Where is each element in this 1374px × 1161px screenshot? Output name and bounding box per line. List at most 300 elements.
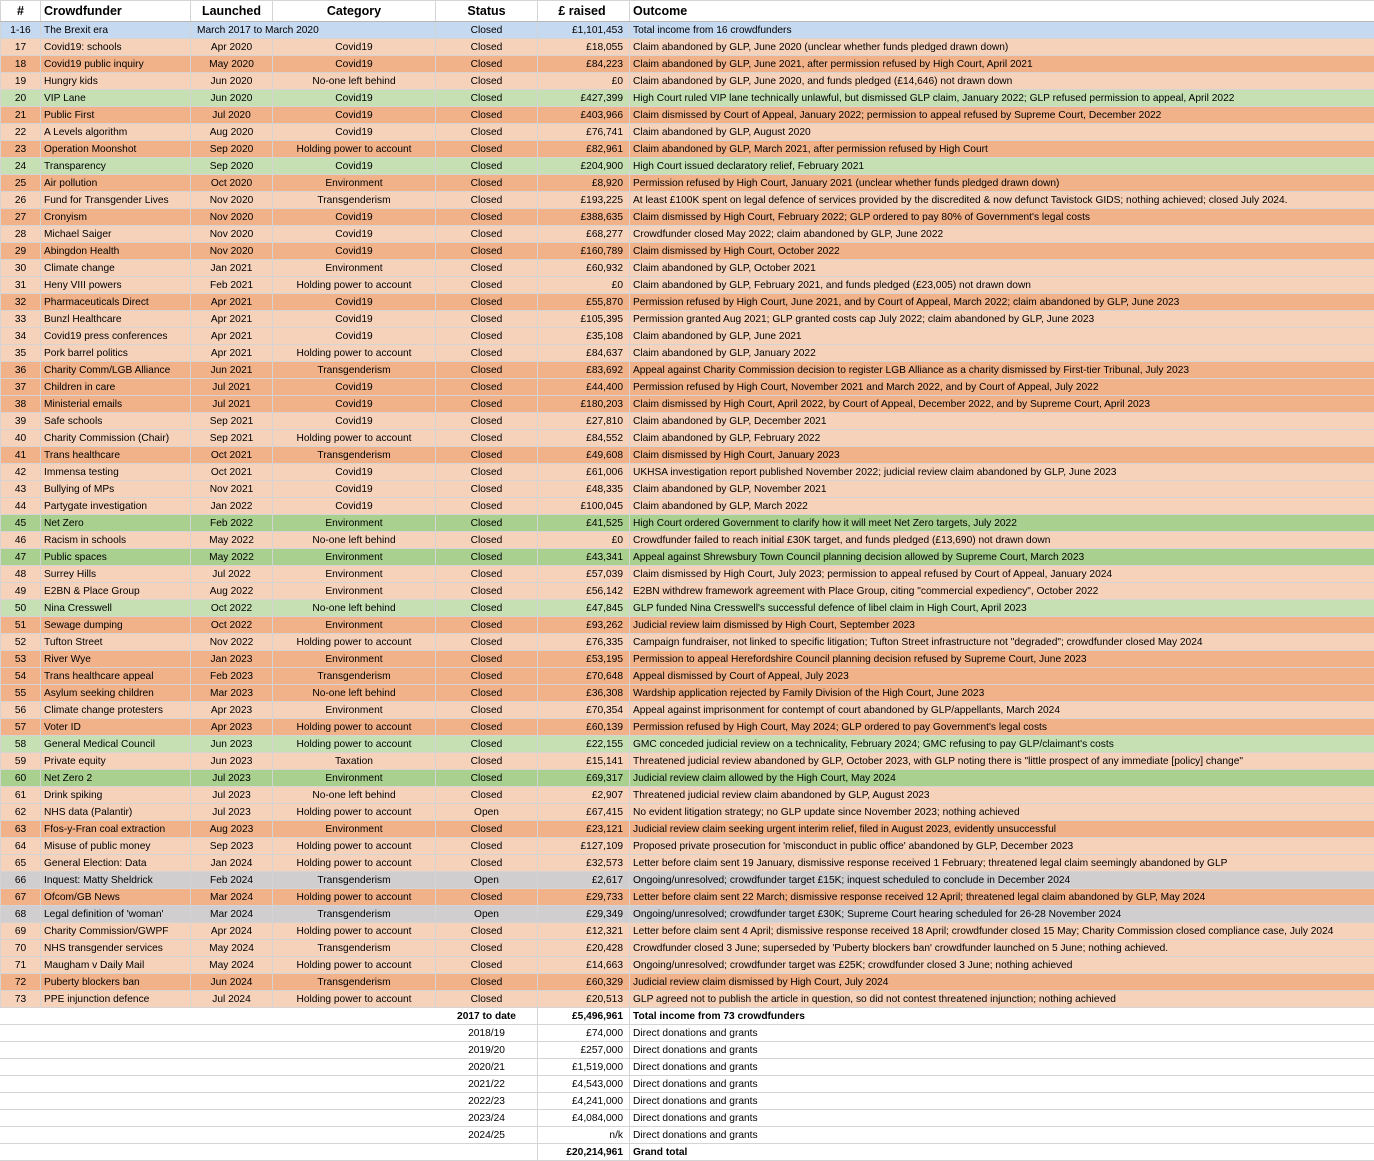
- category-cell: Covid19: [273, 209, 436, 226]
- row-number: 43: [1, 481, 41, 498]
- table-row: [1, 158, 1374, 175]
- crowdfunder-name: Abingdon Health: [41, 243, 191, 260]
- launched-cell: Nov 2022: [191, 634, 273, 651]
- crowdfunder-name: Air pollution: [41, 175, 191, 192]
- crowdfunder-name: Transparency: [41, 158, 191, 175]
- launched-cell: Oct 2022: [191, 617, 273, 634]
- row-number: 44: [1, 498, 41, 515]
- raised-cell: £36,308: [538, 685, 630, 702]
- row-number: 52: [1, 634, 41, 651]
- outcome-cell: Claim dismissed by Court of Appeal, January 2022; permission to appeal refused by Supreme Court, December 2022: [630, 107, 1374, 124]
- table-row: [1, 345, 1374, 362]
- row-number: 30: [1, 260, 41, 277]
- row-number: 17: [1, 39, 41, 56]
- crowdfunder-name: Climate change protesters: [41, 702, 191, 719]
- launched-cell: Aug 2023: [191, 821, 273, 838]
- table-row: [1, 685, 1374, 702]
- summary-outcome: Direct donations and grants: [630, 1076, 1374, 1093]
- category-cell: Covid19: [273, 396, 436, 413]
- summary-row: [1, 1144, 1374, 1161]
- header-raised: £ raised: [538, 1, 630, 22]
- table-row: [1, 736, 1374, 753]
- table-row: [1, 753, 1374, 770]
- crowdfunder-name: Racism in schools: [41, 532, 191, 549]
- row-number: 42: [1, 464, 41, 481]
- raised-cell: £93,262: [538, 617, 630, 634]
- crowdfunder-name: Pork barrel politics: [41, 345, 191, 362]
- row-number: 27: [1, 209, 41, 226]
- outcome-cell: Claim dismissed by High Court, January 2023: [630, 447, 1374, 464]
- launched-cell: Mar 2024: [191, 906, 273, 923]
- category-cell: Environment: [273, 175, 436, 192]
- status-cell: Closed: [436, 396, 538, 413]
- row-number: 18: [1, 56, 41, 73]
- status-cell: Closed: [436, 430, 538, 447]
- crowdfunder-name: Misuse of public money: [41, 838, 191, 855]
- row-number: 40: [1, 430, 41, 447]
- table-row: [1, 39, 1374, 56]
- summary-spacer: [1, 1025, 436, 1042]
- launched-cell: Jul 2021: [191, 396, 273, 413]
- row-number: 46: [1, 532, 41, 549]
- raised-cell: £23,121: [538, 821, 630, 838]
- crowdfunder-name: Immensa testing: [41, 464, 191, 481]
- row-number: 28: [1, 226, 41, 243]
- crowdfunder-name: General Election: Data: [41, 855, 191, 872]
- crowdfunder-name: VIP Lane: [41, 90, 191, 107]
- raised-cell: £70,648: [538, 668, 630, 685]
- status-cell: Closed: [436, 175, 538, 192]
- status-cell: Closed: [436, 889, 538, 906]
- status-cell: Closed: [436, 685, 538, 702]
- summary-period: 2018/19: [436, 1025, 538, 1042]
- row-number: 64: [1, 838, 41, 855]
- status-cell: Closed: [436, 549, 538, 566]
- launched-cell: Jun 2023: [191, 753, 273, 770]
- crowdfunder-name: Nina Cresswell: [41, 600, 191, 617]
- crowdfunder-name: Climate change: [41, 260, 191, 277]
- outcome-cell: E2BN withdrew framework agreement with Place Group, citing "commercial expediency", October 2022: [630, 583, 1374, 600]
- table-row: [1, 362, 1374, 379]
- status-cell: Closed: [436, 498, 538, 515]
- status-cell: Closed: [436, 226, 538, 243]
- table-row: [1, 430, 1374, 447]
- raised-cell: £41,525: [538, 515, 630, 532]
- crowdfunder-name: Trans healthcare appeal: [41, 668, 191, 685]
- crowdfunder-name: Covid19 press conferences: [41, 328, 191, 345]
- outcome-cell: GMC conceded judicial review on a technicality, February 2024; GMC refusing to pay GLP/claimant's costs: [630, 736, 1374, 753]
- row-number: 35: [1, 345, 41, 362]
- outcome-cell: Claim abandoned by GLP, March 2022: [630, 498, 1374, 515]
- launched-cell: Feb 2023: [191, 668, 273, 685]
- category-cell: Holding power to account: [273, 991, 436, 1008]
- status-cell: Closed: [436, 158, 538, 175]
- category-cell: Environment: [273, 821, 436, 838]
- table-row: [1, 549, 1374, 566]
- outcome-cell: Proposed private prosecution for 'misconduct in public office' abandoned by GLP, December 2023: [630, 838, 1374, 855]
- row-number: 63: [1, 821, 41, 838]
- category-cell: Covid19: [273, 56, 436, 73]
- launched-cell: Jun 2021: [191, 362, 273, 379]
- outcome-cell: Claim abandoned by GLP, June 2021: [630, 328, 1374, 345]
- launched-cell: Jun 2023: [191, 736, 273, 753]
- status-cell: Closed: [436, 974, 538, 991]
- row-number: 24: [1, 158, 41, 175]
- summary-period: 2024/25: [436, 1127, 538, 1144]
- raised-cell: £105,395: [538, 311, 630, 328]
- row-number: 50: [1, 600, 41, 617]
- status-cell: Closed: [436, 447, 538, 464]
- outcome-cell: Claim abandoned by GLP, March 2021, after permission refused by High Court: [630, 141, 1374, 158]
- launched-cell: Apr 2024: [191, 923, 273, 940]
- outcome-cell: Claim abandoned by GLP, January 2022: [630, 345, 1374, 362]
- launched-cell: May 2024: [191, 957, 273, 974]
- outcome-cell: Claim abandoned by GLP, February 2021, and funds pledged (£23,005) not drawn down: [630, 277, 1374, 294]
- status-cell: Closed: [436, 702, 538, 719]
- category-cell: Environment: [273, 515, 436, 532]
- status-cell: Open: [436, 906, 538, 923]
- outcome-cell: Claim abandoned by GLP, June 2020 (unclear whether funds pledged drawn down): [630, 39, 1374, 56]
- row-number: 31: [1, 277, 41, 294]
- raised-cell: £14,663: [538, 957, 630, 974]
- row-number: 32: [1, 294, 41, 311]
- crowdfunder-name: Children in care: [41, 379, 191, 396]
- row-number: 45: [1, 515, 41, 532]
- crowdfunder-name: Bunzl Healthcare: [41, 311, 191, 328]
- summary-row: [1, 1008, 1374, 1025]
- launched-cell: Nov 2020: [191, 192, 273, 209]
- summary-period: 2021/22: [436, 1076, 538, 1093]
- table-row: [1, 957, 1374, 974]
- category-cell: No-one left behind: [273, 787, 436, 804]
- outcome-cell: Appeal dismissed by Court of Appeal, July 2023: [630, 668, 1374, 685]
- status-cell: Open: [436, 872, 538, 889]
- launched-cell: Nov 2020: [191, 209, 273, 226]
- launched-cell: Nov 2020: [191, 226, 273, 243]
- table-row: [1, 90, 1374, 107]
- category-cell: Holding power to account: [273, 923, 436, 940]
- category-cell: Holding power to account: [273, 430, 436, 447]
- outcome-cell: At least £100K spent on legal defence of services provided by the discredited & now defunct Tavistock GIDS; nothing achieved; closed July 2024.: [630, 192, 1374, 209]
- row-number: 39: [1, 413, 41, 430]
- outcome-cell: Claim dismissed by High Court, April 2022, by Court of Appeal, December 2022, and by Supreme Court, April 2023: [630, 396, 1374, 413]
- outcome-cell: Ongoing/unresolved; crowdfunder target £30K; Supreme Court hearing scheduled for 26-28 November 2024: [630, 906, 1374, 923]
- crowdfunder-name: Trans healthcare: [41, 447, 191, 464]
- outcome-cell: UKHSA investigation report published November 2022; judicial review claim abandoned by GLP, June 2023: [630, 464, 1374, 481]
- table-row: [1, 56, 1374, 73]
- row-number: 51: [1, 617, 41, 634]
- table-row: [1, 532, 1374, 549]
- category-cell: Covid19: [273, 481, 436, 498]
- table-row: [1, 872, 1374, 889]
- status-cell: Closed: [436, 668, 538, 685]
- status-cell: Closed: [436, 73, 538, 90]
- summary-row: [1, 1042, 1374, 1059]
- summary-row: [1, 1093, 1374, 1110]
- summary-spacer: [1, 1076, 436, 1093]
- launched-cell: Jan 2024: [191, 855, 273, 872]
- raised-cell: £427,399: [538, 90, 630, 107]
- status-cell: Closed: [436, 209, 538, 226]
- crowdfunder-name: Tufton Street: [41, 634, 191, 651]
- raised-cell: £0: [538, 277, 630, 294]
- table-row: [1, 311, 1374, 328]
- crowdfunder-name: Legal definition of 'woman': [41, 906, 191, 923]
- crowdfunder-name: River Wye: [41, 651, 191, 668]
- row-number: 38: [1, 396, 41, 413]
- raised-cell: £193,225: [538, 192, 630, 209]
- status-cell: Open: [436, 804, 538, 821]
- status-cell: Closed: [436, 617, 538, 634]
- status-cell: Closed: [436, 736, 538, 753]
- status-cell: Closed: [436, 413, 538, 430]
- launched-cell: Jun 2024: [191, 974, 273, 991]
- table-row: [1, 379, 1374, 396]
- crowdfunder-name: Net Zero: [41, 515, 191, 532]
- table-row: [1, 804, 1374, 821]
- summary-period: 2023/24: [436, 1110, 538, 1127]
- launched-cell: Aug 2020: [191, 124, 273, 141]
- category-cell: Environment: [273, 583, 436, 600]
- row-number: 67: [1, 889, 41, 906]
- status-cell: Closed: [436, 260, 538, 277]
- raised-cell: £76,741: [538, 124, 630, 141]
- launched-cell: Feb 2021: [191, 277, 273, 294]
- status-cell: Closed: [436, 855, 538, 872]
- crowdfunder-name: Covid19 public inquiry: [41, 56, 191, 73]
- category-cell: Holding power to account: [273, 719, 436, 736]
- status-cell: Closed: [436, 787, 538, 804]
- raised-cell: £403,966: [538, 107, 630, 124]
- status-cell: Closed: [436, 379, 538, 396]
- row-number: 73: [1, 991, 41, 1008]
- summary-row: [1, 1127, 1374, 1144]
- summary-period: 2017 to date: [436, 1008, 538, 1025]
- crowdfunder-name: Drink spiking: [41, 787, 191, 804]
- summary-outcome: Direct donations and grants: [630, 1025, 1374, 1042]
- crowdfunder-name: Pharmaceuticals Direct: [41, 294, 191, 311]
- row-number: 25: [1, 175, 41, 192]
- row-number: 70: [1, 940, 41, 957]
- launched-cell: Apr 2021: [191, 345, 273, 362]
- row-number: 57: [1, 719, 41, 736]
- category-cell: Covid19: [273, 158, 436, 175]
- category-cell: Transgenderism: [273, 974, 436, 991]
- row-number: 34: [1, 328, 41, 345]
- crowdfunder-name: Ffos-y-Fran coal extraction: [41, 821, 191, 838]
- summary-spacer: [1, 1059, 436, 1076]
- row-number: 59: [1, 753, 41, 770]
- outcome-cell: Claim abandoned by GLP, November 2021: [630, 481, 1374, 498]
- summary-row: [1, 1110, 1374, 1127]
- outcome-cell: Claim abandoned by GLP, October 2021: [630, 260, 1374, 277]
- category-cell: Holding power to account: [273, 736, 436, 753]
- summary-period: 2019/20: [436, 1042, 538, 1059]
- launched-cell: Jul 2023: [191, 804, 273, 821]
- outcome-cell: Campaign fundraiser, not linked to specific litigation; Tufton Street infrastructure not "degraded"; crowdfunder closed May 2024: [630, 634, 1374, 651]
- row-number: 1-16: [1, 22, 41, 39]
- category-cell: No-one left behind: [273, 532, 436, 549]
- outcome-cell: Claim dismissed by High Court, February 2022; GLP ordered to pay 80% of Government's legal costs: [630, 209, 1374, 226]
- summary-outcome: Direct donations and grants: [630, 1059, 1374, 1076]
- category-cell: Covid19: [273, 243, 436, 260]
- status-cell: Closed: [436, 770, 538, 787]
- summary-raised: £4,241,000: [538, 1093, 630, 1110]
- status-cell: Closed: [436, 107, 538, 124]
- header-outcome: Outcome: [630, 1, 1374, 22]
- outcome-cell: Permission refused by High Court, November 2021 and March 2022, and by Court of Appeal, July 2022: [630, 379, 1374, 396]
- row-number: 33: [1, 311, 41, 328]
- launched-cell: Jul 2022: [191, 566, 273, 583]
- table-row: [1, 243, 1374, 260]
- outcome-cell: Permission granted Aug 2021; GLP granted costs cap July 2022; claim abandoned by GLP, June 2023: [630, 311, 1374, 328]
- summary-raised: £257,000: [538, 1042, 630, 1059]
- row-number: 49: [1, 583, 41, 600]
- category-cell: Transgenderism: [273, 872, 436, 889]
- row-number: 20: [1, 90, 41, 107]
- row-number: 54: [1, 668, 41, 685]
- crowdfunder-name: Ministerial emails: [41, 396, 191, 413]
- status-cell: Closed: [436, 583, 538, 600]
- table-row: [1, 583, 1374, 600]
- table-row: [1, 906, 1374, 923]
- raised-cell: £2,617: [538, 872, 630, 889]
- outcome-cell: Letter before claim sent 4 April; dismissive response received 18 April; crowdfunder closed 15 May; Charity Commission closed compliance case, July 2024: [630, 923, 1374, 940]
- category-cell: Holding power to account: [273, 141, 436, 158]
- category-cell: Covid19: [273, 311, 436, 328]
- outcome-cell: Threatened judicial review claim abandoned by GLP, August 2023: [630, 787, 1374, 804]
- raised-cell: £127,109: [538, 838, 630, 855]
- category-cell: Holding power to account: [273, 277, 436, 294]
- launched-cell: Nov 2021: [191, 481, 273, 498]
- outcome-cell: Claim abandoned by GLP, June 2020, and funds pledged (£14,646) not drawn down: [630, 73, 1374, 90]
- table-row: [1, 855, 1374, 872]
- raised-cell: £8,920: [538, 175, 630, 192]
- row-number: 62: [1, 804, 41, 821]
- raised-cell: £83,692: [538, 362, 630, 379]
- launched-cell: Jul 2024: [191, 991, 273, 1008]
- row-number: 71: [1, 957, 41, 974]
- category-cell: Covid19: [273, 226, 436, 243]
- crowdfunder-name: Puberty blockers ban: [41, 974, 191, 991]
- launched-cell: Oct 2022: [191, 600, 273, 617]
- raised-cell: £49,608: [538, 447, 630, 464]
- row-number: 21: [1, 107, 41, 124]
- raised-cell: £180,203: [538, 396, 630, 413]
- crowdfunder-name: Partygate investigation: [41, 498, 191, 515]
- summary-row: [1, 1076, 1374, 1093]
- table-row: [1, 481, 1374, 498]
- summary-raised: £1,519,000: [538, 1059, 630, 1076]
- category-cell: No-one left behind: [273, 685, 436, 702]
- launched-cell: Sep 2021: [191, 430, 273, 447]
- launched-cell: May 2020: [191, 56, 273, 73]
- raised-cell: £20,428: [538, 940, 630, 957]
- launched-cell: Jun 2020: [191, 90, 273, 107]
- summary-spacer: [1, 1144, 436, 1161]
- crowdfunder-name: NHS data (Palantir): [41, 804, 191, 821]
- row-number: 66: [1, 872, 41, 889]
- outcome-cell: Total income from 16 crowdfunders: [630, 22, 1374, 39]
- outcome-cell: Appeal against imprisonment for contempt of court abandoned by GLP/appellants, March 2024: [630, 702, 1374, 719]
- raised-cell: £44,400: [538, 379, 630, 396]
- row-number: 23: [1, 141, 41, 158]
- row-number: 26: [1, 192, 41, 209]
- row-number: 48: [1, 566, 41, 583]
- crowdfunder-name: Operation Moonshot: [41, 141, 191, 158]
- status-cell: Closed: [436, 821, 538, 838]
- outcome-cell: Permission refused by High Court, January 2021 (unclear whether funds pledged drawn down): [630, 175, 1374, 192]
- summary-raised: £4,084,000: [538, 1110, 630, 1127]
- crowdfunder-name: Bullying of MPs: [41, 481, 191, 498]
- crowdfunder-name: Maugham v Daily Mail: [41, 957, 191, 974]
- status-cell: Closed: [436, 362, 538, 379]
- launched-cell: March 2017 to March 2020: [191, 22, 436, 39]
- category-cell: Covid19: [273, 413, 436, 430]
- table-row: [1, 940, 1374, 957]
- status-cell: Closed: [436, 141, 538, 158]
- summary-spacer: [1, 1093, 436, 1110]
- launched-cell: Apr 2021: [191, 311, 273, 328]
- table-row: [1, 617, 1374, 634]
- outcome-cell: Permission to appeal Herefordshire Council planning decision refused by Supreme Court, June 2023: [630, 651, 1374, 668]
- table-row: [1, 515, 1374, 532]
- table-row: [1, 209, 1374, 226]
- row-number: 56: [1, 702, 41, 719]
- raised-cell: £32,573: [538, 855, 630, 872]
- category-cell: Covid19: [273, 90, 436, 107]
- outcome-cell: Claim abandoned by GLP, February 2022: [630, 430, 1374, 447]
- summary-spacer: [1, 1008, 436, 1025]
- launched-cell: Apr 2021: [191, 328, 273, 345]
- raised-cell: £84,637: [538, 345, 630, 362]
- category-cell: Transgenderism: [273, 447, 436, 464]
- header-status: Status: [436, 1, 538, 22]
- status-cell: Closed: [436, 294, 538, 311]
- status-cell: Closed: [436, 957, 538, 974]
- status-cell: Closed: [436, 515, 538, 532]
- raised-cell: £160,789: [538, 243, 630, 260]
- summary-raised: £20,214,961: [538, 1144, 630, 1161]
- status-cell: Closed: [436, 566, 538, 583]
- status-cell: Closed: [436, 90, 538, 107]
- table-row: [1, 175, 1374, 192]
- outcome-cell: High Court ruled VIP lane technically unlawful, but dismissed GLP claim, January 2022; GLP refused permission to appeal, April 2022: [630, 90, 1374, 107]
- launched-cell: Mar 2023: [191, 685, 273, 702]
- table-row: [1, 141, 1374, 158]
- category-cell: Environment: [273, 260, 436, 277]
- table-row: [1, 447, 1374, 464]
- launched-cell: Feb 2024: [191, 872, 273, 889]
- outcome-cell: Wardship application rejected by Family Division of the High Court, June 2023: [630, 685, 1374, 702]
- category-cell: Covid19: [273, 39, 436, 56]
- outcome-cell: Claim dismissed by High Court, July 2023; permission to appeal refused by Court of Appeal, January 2024: [630, 566, 1374, 583]
- raised-cell: £29,733: [538, 889, 630, 906]
- launched-cell: Mar 2024: [191, 889, 273, 906]
- crowdfunder-name: Fund for Transgender Lives: [41, 192, 191, 209]
- outcome-cell: Claim abandoned by GLP, December 2021: [630, 413, 1374, 430]
- status-cell: Closed: [436, 651, 538, 668]
- launched-cell: Jul 2021: [191, 379, 273, 396]
- raised-cell: £60,932: [538, 260, 630, 277]
- outcome-cell: Claim dismissed by High Court, October 2022: [630, 243, 1374, 260]
- summary-raised: £4,543,000: [538, 1076, 630, 1093]
- outcome-cell: Letter before claim sent 19 January, dismissive response received 1 February; threatened legal claim seemingly abandoned by GLP: [630, 855, 1374, 872]
- status-cell: Closed: [436, 634, 538, 651]
- status-cell: Closed: [436, 838, 538, 855]
- status-cell: Closed: [436, 22, 538, 39]
- category-cell: Covid19: [273, 328, 436, 345]
